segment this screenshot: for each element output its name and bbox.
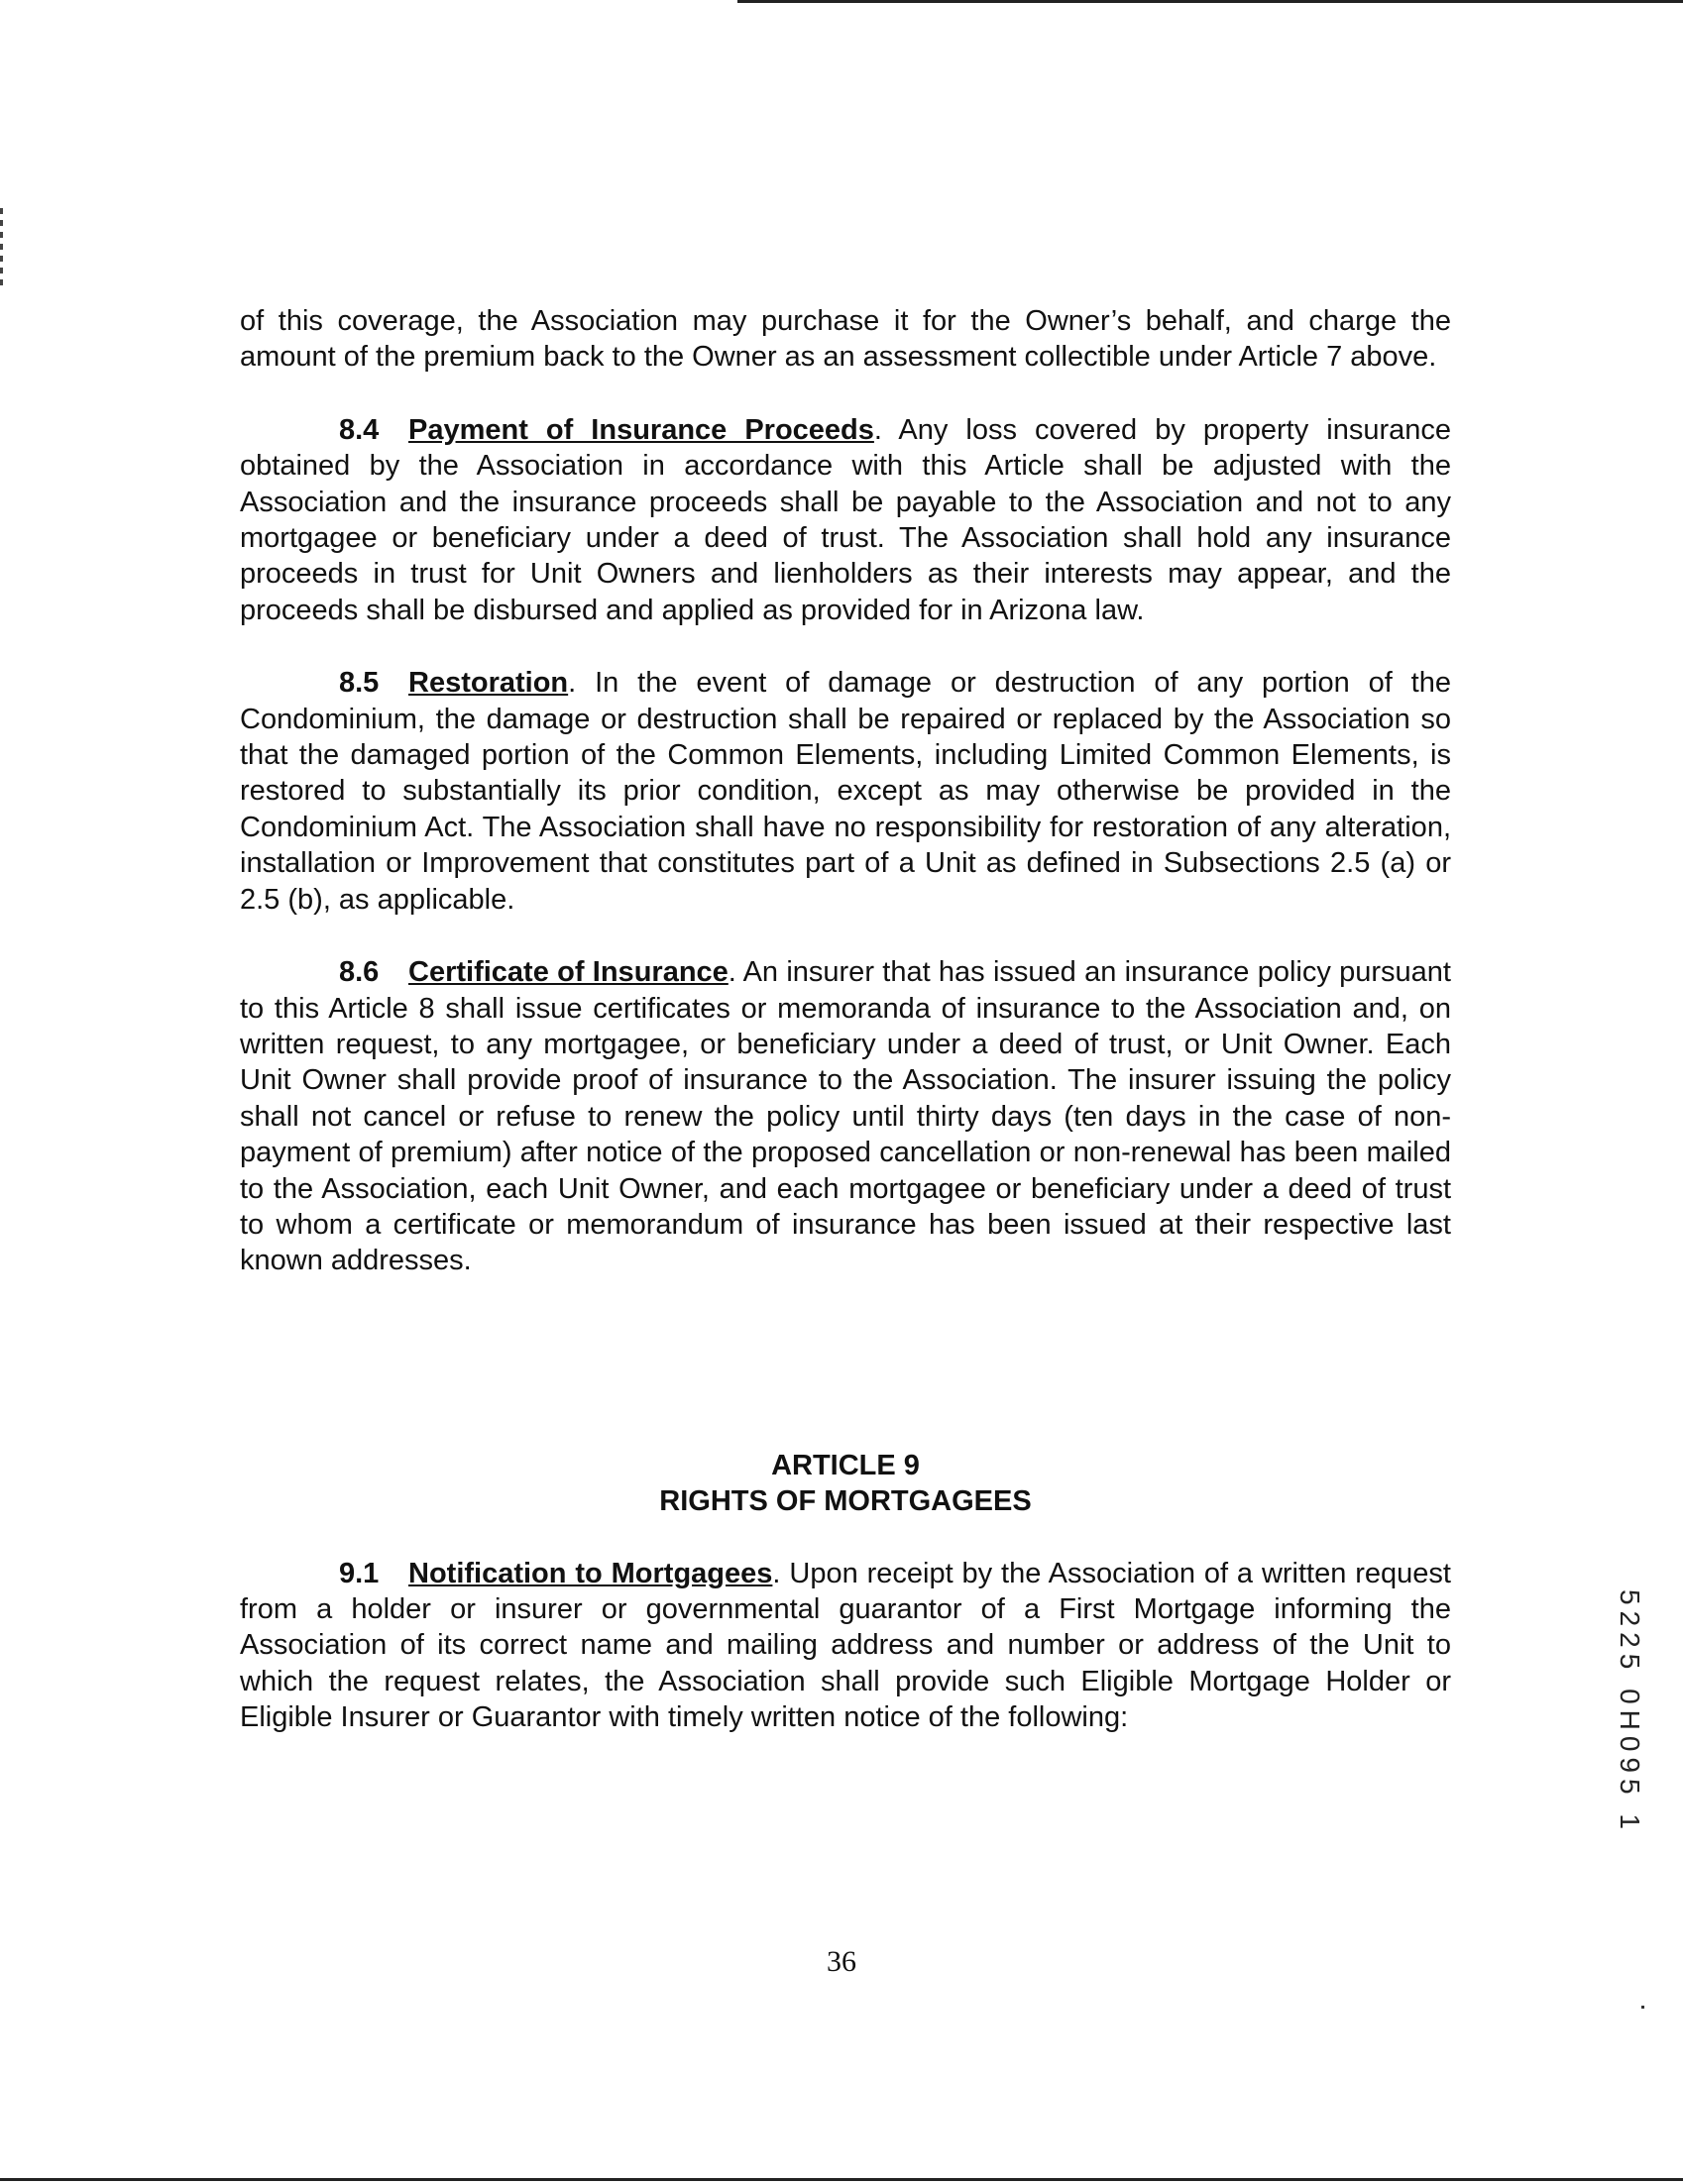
section-9-1 [240, 1556, 1451, 1736]
left-scan-marks [0, 208, 3, 287]
section-8-4 [240, 412, 1451, 628]
section-body: Upon receipt by the Association of a written request from a holder or insurer or governmental guarantor of a First Mortgage informing the Association of its correct name and mailing address and number or address of the Unit to which the request relates, the Association shall provide such Eligible Mortgage Holder or Eligible Insurer or Guarantor with timely written notice of the following: [240, 1557, 1451, 1734]
bottom-scan-border [0, 2178, 1683, 2181]
section-8-6 [240, 954, 1451, 1279]
article-title: RIGHTS OF MORTGAGEES [659, 1485, 1032, 1518]
section-number: 8.4 [339, 413, 380, 446]
title-period: . [772, 1557, 781, 1589]
document-body [240, 303, 1451, 1736]
section-body: In the event of damage or destruction of any portion of the Condominium, the damage or destruction shall be repaired or replaced by the Association so that the damaged portion of the Common Elements, including Limited Common Elements, is restored to substantially its prior condition, except as may otherwise be provided in the Condominium Act. The Association shall have no responsibility for restoration of any alteration, installation or Improvement that constitutes part of a Unit as defined in Subsections 2.5 (a) or 2.5 (b), as applicable. [240, 667, 1451, 916]
section-body: Any loss covered by property insurance obtained by the Association in accordance with this Article shall be adjusted with the Association and the insurance proceeds shall be payable to the Association and not to any mortgagee or beneficiary under a deed of trust. The Association shall hold any insurance proceeds in trust for Unit Owners and lienholders as their interests may appear, and the proceeds shall be disbursed and applied as provided for in Arizona law. [240, 413, 1451, 626]
section-8-5 [240, 665, 1451, 918]
top-scan-border [737, 0, 1683, 3]
section-number: 8.6 [339, 956, 380, 989]
title-period: . [728, 956, 736, 989]
opening-paragraph: of this coverage, the Association may purchase it for the Owner’s behalf, and charge the amount of the premium back to the Owner as an assessment collectible under Article 7 above. [240, 305, 1451, 374]
title-period: . [568, 667, 577, 700]
section-number: 8.5 [339, 667, 380, 700]
title-period: . [873, 413, 882, 446]
document-id-stamp: 5225 0H095 1 [1615, 1589, 1645, 1835]
page-number: 36 [827, 1945, 856, 1978]
article-heading [240, 1448, 1451, 1520]
section-title: Restoration [408, 667, 569, 700]
scan-dot [1641, 2006, 1644, 2009]
section-number: 9.1 [339, 1557, 380, 1589]
section-title: Certificate of Insurance [408, 956, 729, 989]
section-title: Notification to Mortgagees [408, 1557, 773, 1589]
section-title: Payment of Insurance Proceeds [408, 413, 874, 446]
article-label: ARTICLE 9 [771, 1449, 920, 1481]
section-body: An insurer that has issued an insurance policy pursuant to this Article 8 shall issue certificates or memoranda of insurance to the Association and, on written request, to any mortgagee, or beneficiary under a deed of trust, or Unit Owner. Each Unit Owner shall provide proof of insurance to the Association. The insurer issuing the policy shall not cancel or refuse to renew the policy until thirty days (ten days in the case of non-payment of premium) after notice of the proposed cancellation or non-renewal has been mailed to the Association, each Unit Owner, and each mortgagee or beneficiary under a deed of trust to whom a certificate or memorandum of insurance has been issued at their respective last known addresses. [240, 956, 1451, 1277]
